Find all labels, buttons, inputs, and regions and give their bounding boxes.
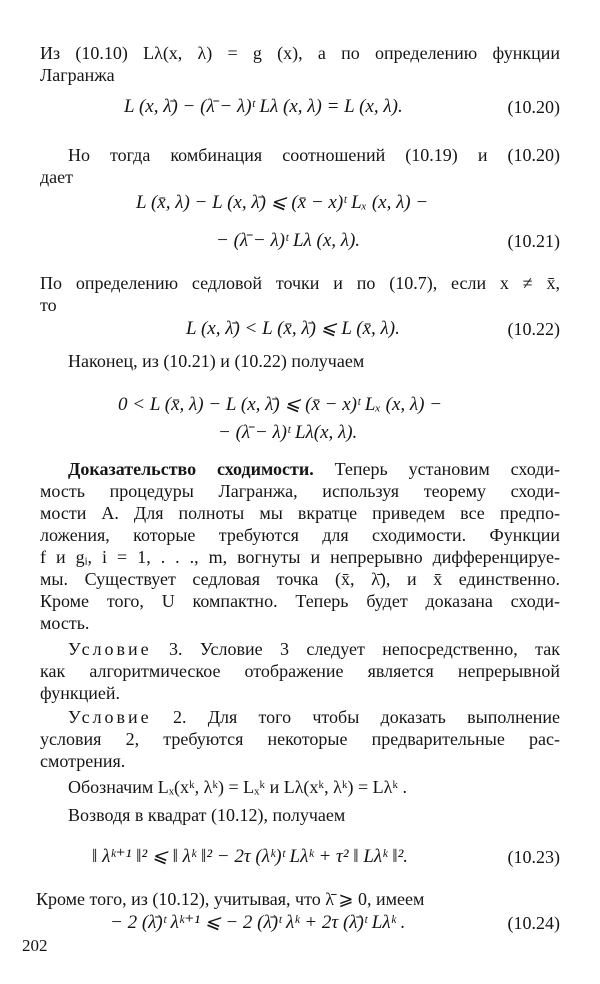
equation-number: (10.24) bbox=[507, 913, 560, 933]
text-line: Возводя в квадрат (10.12), получаем bbox=[68, 805, 346, 825]
page-number: 202 bbox=[22, 936, 48, 955]
equation-number: (10.23) bbox=[507, 847, 560, 867]
equation-number: (10.21) bbox=[507, 231, 560, 251]
text-line: Но тогда комбинация соотношений (10.19) и (10.20) bbox=[68, 145, 560, 165]
equation-10-23: ‖ λᵏ⁺¹ ‖² ⩽ ‖ λᵏ ‖² − 2τ (λᵏ)ᵗ Lλᵏ + τ² ‖ Lλᵏ ‖². bbox=[92, 846, 409, 867]
paragraph-line bbox=[68, 638, 560, 660]
text-line: мости А. Для полноты мы вкратце приведем все предпо- bbox=[40, 503, 560, 523]
text-line: то bbox=[40, 295, 57, 315]
text-line: Кроме того, U компактно. Теперь будет доказана сходи- bbox=[40, 591, 560, 611]
text-line: Кроме того, из (10.12), учитывая, что λ̄ ⩾ 0, имеем bbox=[36, 889, 425, 909]
equation-number: (10.20) bbox=[507, 97, 560, 117]
condition-label: Условие bbox=[68, 707, 152, 727]
text-line: условия 2, требуются некоторые предварительные рас- bbox=[40, 729, 560, 749]
section-heading: Доказательство сходимости. bbox=[68, 459, 314, 479]
text-line: смотрения. bbox=[40, 751, 126, 771]
condition-label: Условие bbox=[68, 639, 152, 659]
text-line: функцией. bbox=[40, 683, 120, 703]
equation-line2: − (λ̄ − λ)ᵗ Lλ(x, λ). bbox=[218, 422, 358, 443]
text-line: Наконец, из (10.21) и (10.22) получаем bbox=[68, 351, 365, 371]
text-line: мость. bbox=[40, 613, 90, 633]
equation-10-20: L (x, λ̄) − (λ̄ − λ)ᵗ Lλ (x, λ) = L (x, λ). bbox=[124, 96, 403, 117]
paragraph-line bbox=[68, 706, 560, 728]
text-line: Из (10.10) Lλ(x, λ) = g (x), а по определению функции bbox=[40, 43, 560, 63]
text-span: Теперь установим сходи- bbox=[313, 459, 560, 479]
text-line: f и gᵢ, i = 1, . . ., m, вогнуты и непрерывно дифференцируе- bbox=[40, 547, 560, 567]
text-line: мость процедуры Лагранжа, используя теорему сходи- bbox=[40, 481, 560, 501]
text-line: ложения, которые требуются для сходимости. Функции bbox=[40, 525, 560, 545]
text-line: как алгоритмическое отображение является непрерывной bbox=[40, 661, 560, 681]
text-span: 3. Условие 3 следует непосредственно, так bbox=[151, 639, 560, 659]
text-line: По определению седловой точки и по (10.7), если x ≠ x̄, bbox=[40, 273, 560, 293]
equation-10-21-line1: L (x̄, λ) − L (x, λ̄) ⩽ (x̄ − x)ᵗ Lₓ (x, λ) − bbox=[136, 192, 429, 213]
paragraph-line bbox=[68, 458, 560, 480]
text-line: мы. Существует седловая точка (x̄, λ̄), и x̄ единственно. bbox=[40, 569, 560, 589]
equation-10-22: L (x, λ̄) < L (x̄, λ̄) ⩽ L (x̄, λ). bbox=[186, 318, 400, 339]
equation-number: (10.22) bbox=[507, 319, 560, 339]
notation-line: Обозначим Lₓ(xᵏ, λᵏ) = Lₓᵏ и Lλ(xᵏ, λᵏ) = Lλᵏ . bbox=[68, 777, 408, 797]
text-span: 2. Для того чтобы доказать выполнение bbox=[151, 707, 560, 727]
text-line: дает bbox=[40, 167, 74, 187]
equation-line1: 0 < L (x̄, λ) − L (x, λ̄) ⩽ (x̄ − x)ᵗ Lₓ (x, λ) − bbox=[118, 394, 443, 415]
text-line: Лагранжа bbox=[40, 65, 115, 85]
equation-10-24: − 2 (λ̄)ᵗ λᵏ⁺¹ ⩽ − 2 (λ̄)ᵗ λᵏ + 2τ (λ̄)ᵗ Lλᵏ . bbox=[110, 912, 406, 933]
equation-10-21-line2: − (λ̄ − λ)ᵗ Lλ (x, λ). bbox=[216, 230, 361, 251]
